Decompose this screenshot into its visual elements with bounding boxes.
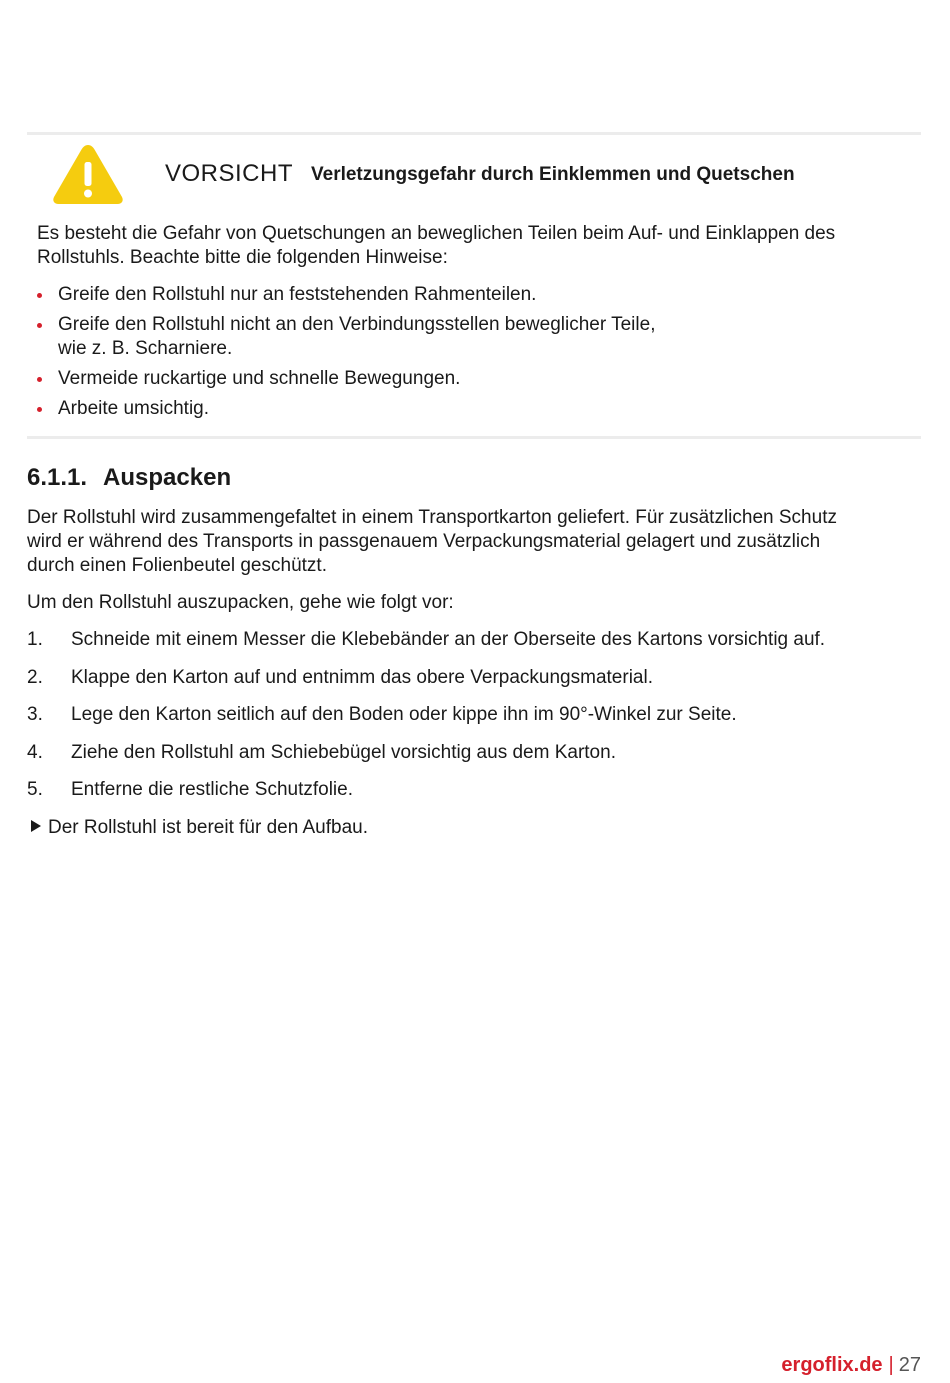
step-text: Klappe den Karton auf und entnimm das obere Verpackungsmaterial.	[71, 666, 653, 688]
bullet-text: wie z. B. Scharniere.	[58, 338, 233, 359]
bullet-dot-icon	[37, 407, 42, 412]
warning-top-rule	[27, 132, 921, 135]
paragraph-line: Der Rollstuhl wird zusammengefaltet in einem Transportkarton geliefert. Für zusätzlichen Schutz	[27, 507, 837, 528]
warning-title: Verletzungsgefahr durch Einklemmen und Quetschen	[311, 164, 795, 185]
warning-bullet-item	[37, 397, 897, 421]
section-number: 6.1.1.	[27, 464, 88, 491]
step-item	[27, 741, 917, 765]
bullet-dot-icon	[37, 323, 42, 328]
warning-bullet-item	[37, 283, 897, 307]
footer-separator: |	[888, 1354, 894, 1376]
warning-intro	[37, 222, 917, 270]
paragraph-line: wird er während des Transports in passgenauem Verpackungsmaterial gelagert und zusätzlich	[27, 531, 821, 552]
bullet-dot-icon	[37, 293, 42, 298]
result-text: Der Rollstuhl ist bereit für den Aufbau.	[48, 817, 369, 838]
paragraph-line: durch einen Folienbeutel geschützt.	[27, 555, 327, 576]
warning-intro-line: Rollstuhls. Beachte bitte die folgenden Hinweise:	[37, 247, 448, 268]
step-number: 5.	[27, 779, 43, 800]
warning-bullet-item	[37, 367, 897, 391]
result-arrow-icon	[31, 820, 41, 832]
warning-header	[27, 140, 921, 210]
steps-intro: Um den Rollstuhl auszupacken, gehe wie folgt vor:	[27, 592, 454, 613]
section-intro-paragraph	[27, 506, 917, 578]
step-text: Lege den Karton seitlich auf den Boden oder kippe ihn im 90°-Winkel zur Seite.	[71, 704, 737, 725]
step-text: Entferne die restliche Schutzfolie.	[71, 779, 353, 800]
brand-link[interactable]: ergoflix.de	[781, 1354, 883, 1376]
warning-intro-line: Es besteht die Gefahr von Quetschungen an beweglichen Teilen beim Auf- und Einklappen des	[37, 223, 836, 244]
step-number: 2.	[27, 666, 43, 688]
warning-bottom-rule	[27, 436, 921, 439]
step-item	[27, 666, 917, 690]
bullet-text: Arbeite umsichtig.	[58, 398, 210, 419]
steps-list	[27, 628, 917, 816]
bullet-text: Greife den Rollstuhl nicht an den Verbindungsstellen beweglicher Teile,	[58, 314, 656, 335]
step-item	[27, 628, 917, 652]
warning-bullet-list	[37, 283, 897, 427]
step-number: 4.	[27, 741, 43, 763]
step-item	[27, 778, 917, 802]
page-footer	[781, 1354, 921, 1377]
bullet-text: Vermeide ruckartige und schnelle Bewegungen.	[58, 368, 461, 389]
section-heading	[27, 464, 231, 492]
step-text: Schneide mit einem Messer die Klebebänder an der Oberseite des Kartons vorsichtig auf.	[71, 629, 826, 650]
step-number: 1.	[27, 629, 43, 650]
section-title: Auspacken	[103, 464, 232, 491]
step-item	[27, 703, 917, 727]
step-number: 3.	[27, 704, 43, 725]
step-text: Ziehe den Rollstuhl am Schiebebügel vorsichtig aus dem Karton.	[71, 741, 616, 763]
bullet-text: Greife den Rollstuhl nur an feststehenden Rahmenteilen.	[58, 284, 537, 305]
warning-bullet-item	[37, 313, 897, 361]
result-line	[31, 816, 368, 840]
page-number: 27	[898, 1354, 921, 1376]
warning-label: VORSICHT	[165, 160, 294, 187]
warning-triangle-icon	[51, 142, 125, 206]
bullet-dot-icon	[37, 377, 42, 382]
